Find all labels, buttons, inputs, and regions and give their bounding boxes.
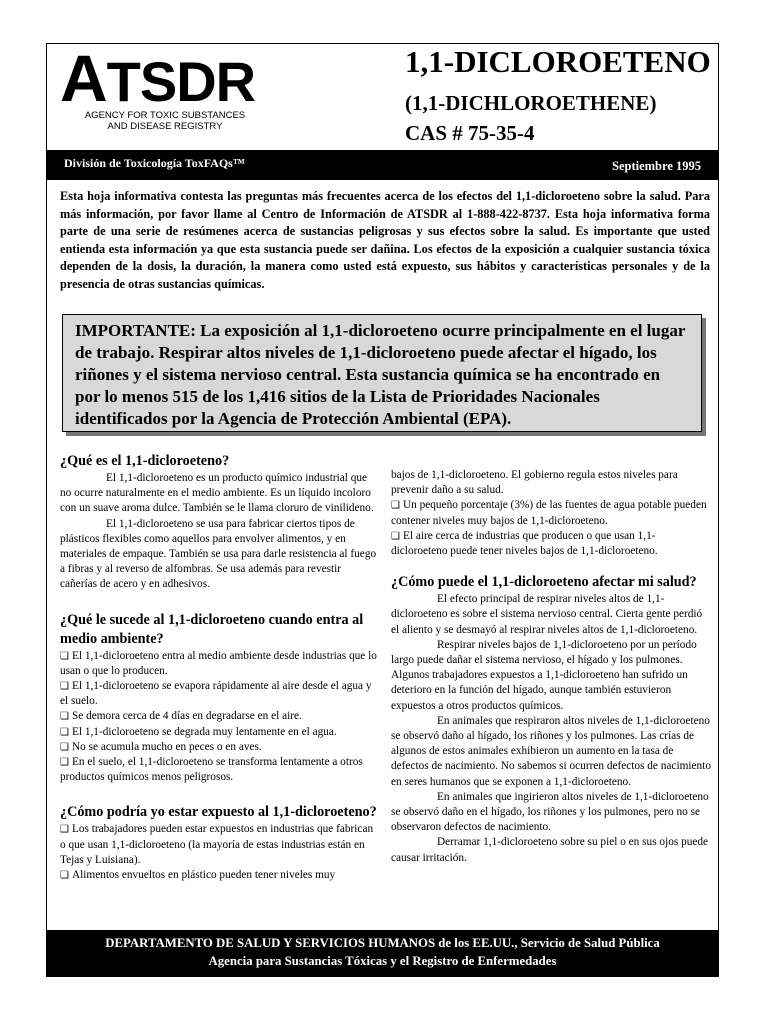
cas-number: CAS # 75-35-4 <box>405 121 535 145</box>
list-item: ❑ Un pequeño porcentaje (3%) de las fuentes de agua potable pueden contener niveles muy bajos de 1,1-dicloroeteno. <box>391 498 711 528</box>
paragraph: El efecto principal de respirar niveles altos de 1,1-dicloroeteno es sobre el sistema nervioso central. Cierta gente perdió el aliento y se desmayó al respirar niveles altos de 1,1-dicloroeteno. <box>391 593 703 636</box>
section-heading: ¿Qué es el 1,1-dicloroeteno? <box>60 453 230 469</box>
section-heading: ¿Cómo puede el 1,1-dicloroeteno afectar mi salud? <box>391 574 697 591</box>
title-main: 1,1-DICLOROETENO <box>405 44 711 79</box>
paragraph: Respirar niveles bajos de 1,1-dicloroeteno por un período largo puede dañar el sistema nervioso, el hígado y los pulmones. Algunos trabajadores expuestos a 1,1-dicloroeteno han sufrido un deterioro en la función del hígado, aunque también estuvieron expuestos a otros productos químicos. <box>391 638 697 712</box>
paragraph: El 1,1-dicloroeteno es un producto químico industrial que no ocurre naturalmente en el medio ambiente. Es un líquido incoloro con un suave aroma dulce. También se le llama cloruro de vinilideno. <box>60 472 374 515</box>
document-title <box>405 42 711 148</box>
footer-line-2: Agencia para Sustancias Tóxicas y el Registro de Enfermedades <box>208 953 557 968</box>
section-heading: ¿Qué le sucede al 1,1-dicloroeteno cuando entra al medio ambiente? <box>60 611 364 647</box>
important-text: IMPORTANTE: La exposición al 1,1-dicloroeteno ocurre principalmente en el lugar de trabajo. Respirar altos niveles de 1,1-dicloroeteno puede afectar el hígado, los riñones y el sistema nervioso central. Esta sustancia química se ha encontrado en por lo menos 515 de los 1,416 sitios de la Lista de Prioridades Nacionales identificados por la Agencia de Protección Ambiental (EPA). <box>75 321 686 428</box>
footer-line-1: DEPARTAMENTO DE SALUD Y SERVICIOS HUMANOS de los EE.UU., Servicio de Salud Pública <box>105 936 660 950</box>
division-label: División de Toxicología ToxFAQs™ <box>64 156 245 170</box>
paragraph: El 1,1-dicloroeteno se usa para fabricar ciertos tipos de plásticos flexibles como aquellos para envolver alimentos, y en materiales de empaque. También se usa para darle resistencia al fuego a fibras y al reverso de alfombras. Se usa además para revestir cañerías de acero y en adhesivos. <box>60 517 377 591</box>
paragraph: Derramar 1,1-dicloroeteno sobre su piel o en sus ojos puede causar irritación. <box>391 836 709 864</box>
section-heading: ¿Cómo podría yo estar expuesto al 1,1-dicloroeteno? <box>60 804 377 821</box>
list-item: ❑ En el suelo, el 1,1-dicloroeteno se transforma lentamente a otros productos químicos menos peligrosos. <box>60 755 378 785</box>
paragraph: En animales que ingirieron altos niveles de 1,1-dicloroeteno se observó daño en el hígado, los riñones y los pulmones, pero no se observaron defectos de nacimiento. <box>391 790 709 834</box>
important-box <box>62 314 702 432</box>
list-item: ❑ No se acumula mucho en peces o en aves. <box>60 740 378 755</box>
intro-paragraph: Esta hoja informativa contesta las preguntas más frecuentes acerca de los efectos del 1,1-dicloroeteno sobre la salud. Para más información, por favor llame al Centro de Información de ATSDR al 1-888-422-8737. Esta hoja informativa forma parte de una serie de resúmenes acerca de sustancias peligrosas y sus efectos sobre la salud. Es importante que usted entienda esta información ya que esta sustancia puede ser dañina. Los efectos de la exposición a cualquier sustancia tóxica dependen de la dosis, la duración, la manera como usted está expuesto, sus hábitos y características personales y de la presencia de otras sustancias químicas. <box>60 189 710 291</box>
footer-bar <box>46 930 719 976</box>
logo-wordmark: ATSDR <box>60 41 256 115</box>
list-item: ❑ El 1,1-dicloroeteno se evapora rápidamente al aire desde el agua y el suelo. <box>60 679 378 709</box>
right-column <box>391 468 711 866</box>
atsdr-logo <box>60 41 260 132</box>
title-english: (1,1-DICHLOROETHENE) <box>405 91 657 115</box>
list-item: ❑ Alimentos envueltos en plástico pueden tener niveles muy <box>60 868 378 883</box>
list-item: ❑ El aire cerca de industrias que producen o que usan 1,1-dicloroeteno puede tener niveles bajos de 1,1-dicloroeteno. <box>391 529 711 559</box>
logo-subtitle: AGENCY FOR TOXIC SUBSTANCES AND DISEASE REGISTRY <box>84 110 246 132</box>
left-column <box>60 452 378 883</box>
header-bar <box>46 150 719 180</box>
date-label: Septiembre 1995 <box>612 159 701 173</box>
paragraph: En animales que respiraron altos niveles de 1,1-dicloroeteno se observó daño al hígado, los riñones y los pulmones. Las crías de algunos de estos animales exhibieron un aumento en la tasa de defectos de nacimiento. No sabemos si ocurren defectos de nacimiento en seres humanos que se exponen a 1,1-dicloroeteno. <box>391 714 711 788</box>
list-item: ❑ El 1,1-dicloroeteno entra al medio ambiente desde industrias que lo usan o que lo producen. <box>60 649 378 679</box>
list-item: ❑ El 1,1-dicloroeteno se degrada muy lentamente en el agua. <box>60 725 378 740</box>
list-item: ❑ Los trabajadores pueden estar expuestos en industrias que fabrican o que usan 1,1-dicloroeteno (la mayoría de estas industrias están en Tejas y Luisiana). <box>60 822 378 868</box>
list-item: ❑ Se demora cerca de 4 días en degradarse en el aire. <box>60 709 378 724</box>
paragraph: bajos de 1,1-dicloroeteno. El gobierno regula estos niveles para prevenir daño a su salud. <box>391 469 678 497</box>
